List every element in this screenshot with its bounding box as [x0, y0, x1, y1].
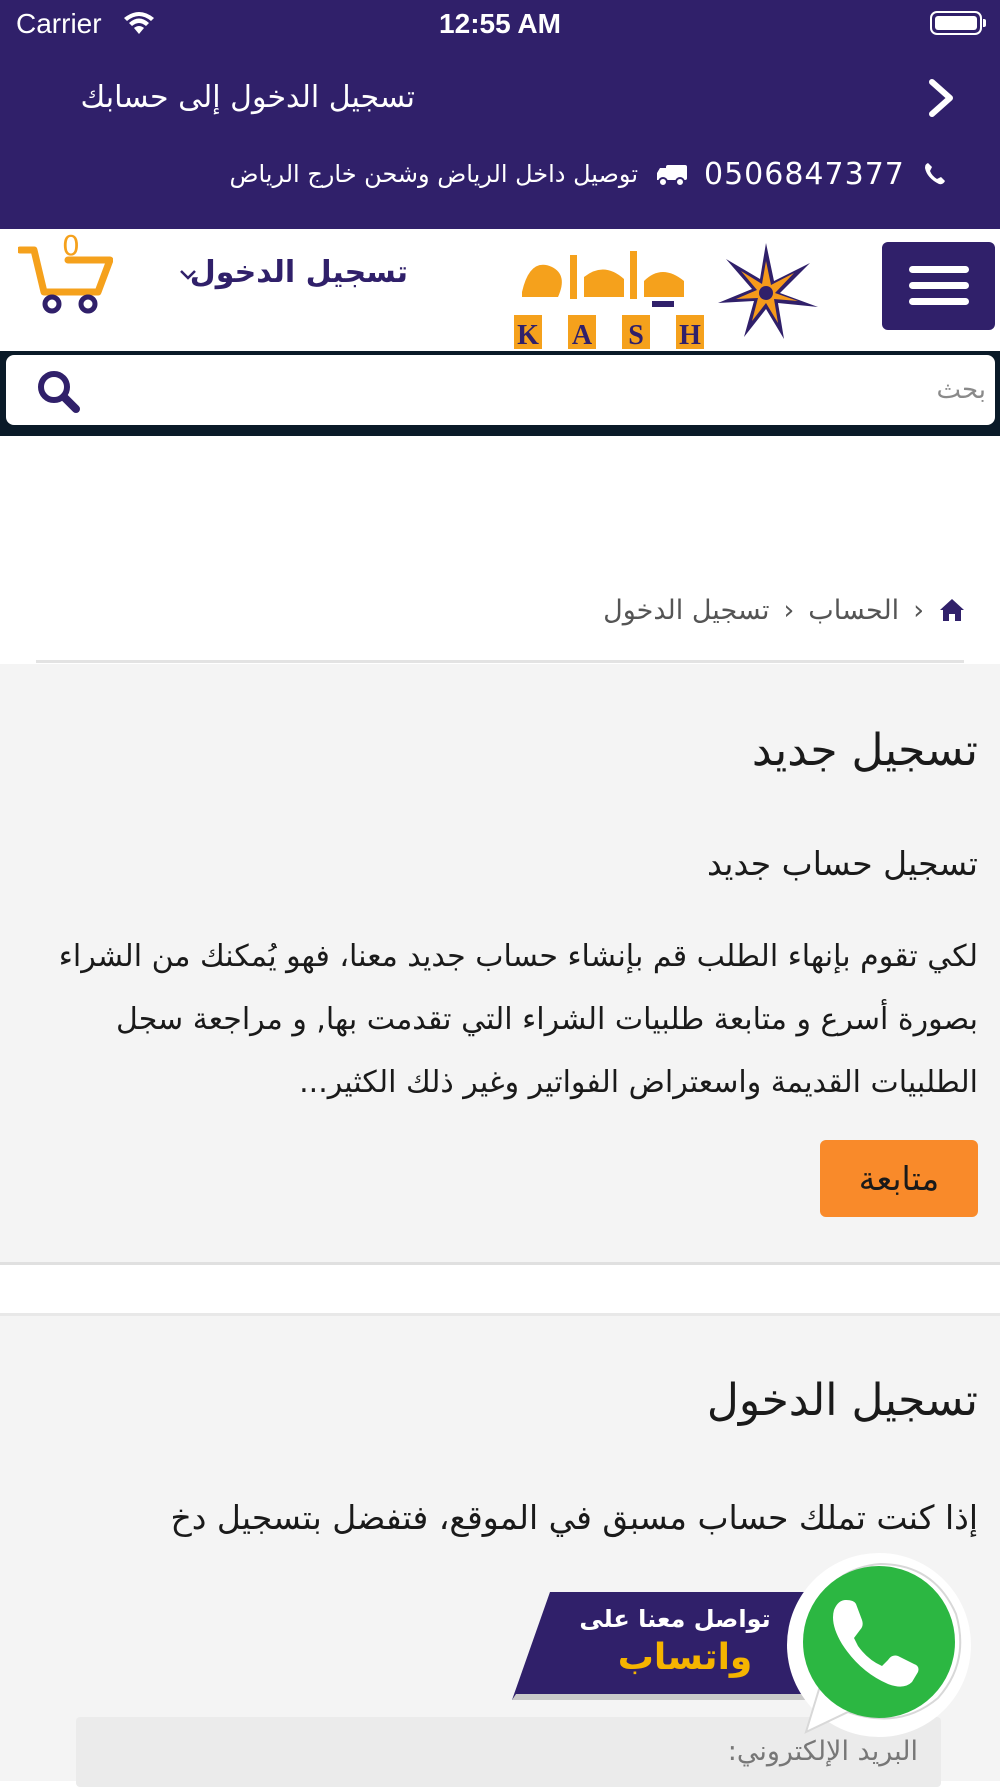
- kash-logo[interactable]: [512, 237, 830, 351]
- menu-icon-bar: [909, 282, 969, 289]
- breadcrumb-separator: ‹: [913, 594, 924, 626]
- svg-text:K: K: [517, 320, 539, 351]
- phone-number[interactable]: 0506847377: [704, 157, 905, 192]
- whatsapp-banner-line2[interactable]: واتساب: [617, 1637, 753, 1678]
- search-input[interactable]: [86, 355, 986, 425]
- login-title: تسجيل الدخول: [706, 1375, 978, 1426]
- svg-text:S: S: [628, 320, 644, 351]
- breadcrumb: [603, 590, 966, 630]
- register-description: لكي تقوم بإنهاء الطلب قم بإنشاء حساب جديد معنا، فهو يُمكنك من الشراء بصورة أسرع و متابعة طلبيات الشراء التي تقدمت بها, و مراجعة سجل الطلبيات القديمة واسعتراض الفواتير وغير ذلك الكثير...: [58, 939, 978, 1100]
- login-prompt[interactable]: تسجيل الدخول إلى حسابك: [80, 80, 415, 115]
- menu-button[interactable]: [882, 242, 995, 330]
- breadcrumb-separator: ‹: [783, 594, 795, 626]
- truck-icon: [656, 163, 688, 187]
- login-description: إذا كنت تملك حساب مسبق في الموقع، فتفضل بتسجيل دخ: [170, 1498, 978, 1537]
- menu-icon: [909, 266, 969, 273]
- whatsapp-banner-line1[interactable]: تواصل معنا على: [579, 1605, 771, 1633]
- cart-count-badge[interactable]: 0: [62, 229, 80, 262]
- search-icon[interactable]: [34, 367, 82, 415]
- login-dropdown[interactable]: تسجيل الدخول: [189, 255, 408, 290]
- breadcrumb-account[interactable]: الحساب: [808, 594, 900, 626]
- back-chevron-icon[interactable]: [922, 78, 962, 118]
- menu-icon-bar: [909, 298, 969, 305]
- register-subtitle: تسجيل حساب جديد: [706, 844, 978, 883]
- status-time: 12:55 AM: [439, 8, 561, 39]
- svg-text:H: H: [679, 320, 701, 351]
- continue-button[interactable]: متابعة: [820, 1140, 978, 1217]
- battery-icon: [930, 11, 982, 35]
- whatsapp-icon[interactable]: [784, 1550, 974, 1746]
- delivery-info: توصيل داخل الرياض وشحن خارج الرياض: [229, 160, 638, 188]
- chevron-down-icon[interactable]: [178, 268, 198, 282]
- svg-text:A: A: [571, 320, 593, 351]
- email-label: البريد الإلكتروني:: [727, 1736, 918, 1767]
- divider: [36, 660, 964, 663]
- home-icon[interactable]: [938, 597, 966, 623]
- status-carrier: Carrier: [16, 8, 102, 39]
- phone-icon: [924, 162, 946, 186]
- search-box[interactable]: [6, 355, 995, 425]
- register-title: تسجيل جديد: [751, 725, 978, 776]
- breadcrumb-login: تسجيل الدخول: [603, 594, 770, 626]
